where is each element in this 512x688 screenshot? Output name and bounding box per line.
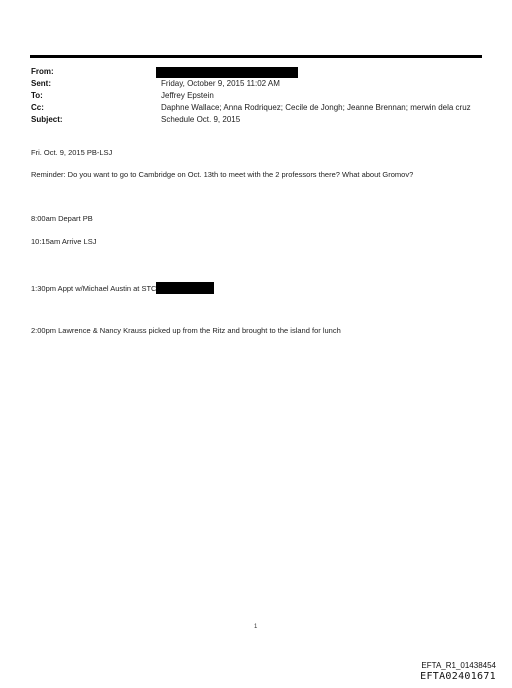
reminder-line: Reminder: Do you want to go to Cambridge on Oct. 13th to meet with the 2 professors there? What about Gromov? [31,170,414,179]
schedule-item-arrive: 10:15am Arrive LSJ [31,237,97,246]
redaction-block [156,282,214,294]
from-value [161,66,486,78]
date-line: Fri. Oct. 9, 2015 PB-LSJ [31,148,113,157]
schedule-item-appt [31,282,214,294]
cc-value: Daphne Wallace; Anna Rodriquez; Cecile de Jongh; Jeanne Brennan; merwin dela cruz [161,103,471,112]
redaction-block [156,67,298,78]
sent-row [31,78,486,90]
from-label: From: [31,67,54,76]
schedule-item-depart: 8:00am Depart PB [31,214,93,223]
to-value: Jeffrey Epstein [161,91,214,100]
appt-text: 1:30pm Appt w/Michael Austin at STC [31,284,157,293]
email-header [31,66,486,126]
subject-label: Subject: [31,115,63,124]
page-number: 1 [254,624,258,630]
cc-row [31,102,486,114]
subject-row [31,114,486,126]
sent-label: Sent: [31,79,51,88]
from-row [31,66,486,78]
header-rule [30,55,482,58]
to-row [31,90,486,102]
schedule-item-lunch: 2:00pm Lawrence & Nancy Krauss picked up from the Ritz and brought to the island for lunch [31,326,341,335]
subject-value: Schedule Oct. 9, 2015 [161,115,241,124]
bates-stamp-secondary: EFTA02401671 [420,671,496,682]
bates-stamp-primary: EFTA_R1_01438454 [421,661,496,670]
sent-value: Friday, October 9, 2015 11:02 AM [161,79,280,88]
to-label: To: [31,91,43,100]
cc-label: Cc: [31,103,44,112]
